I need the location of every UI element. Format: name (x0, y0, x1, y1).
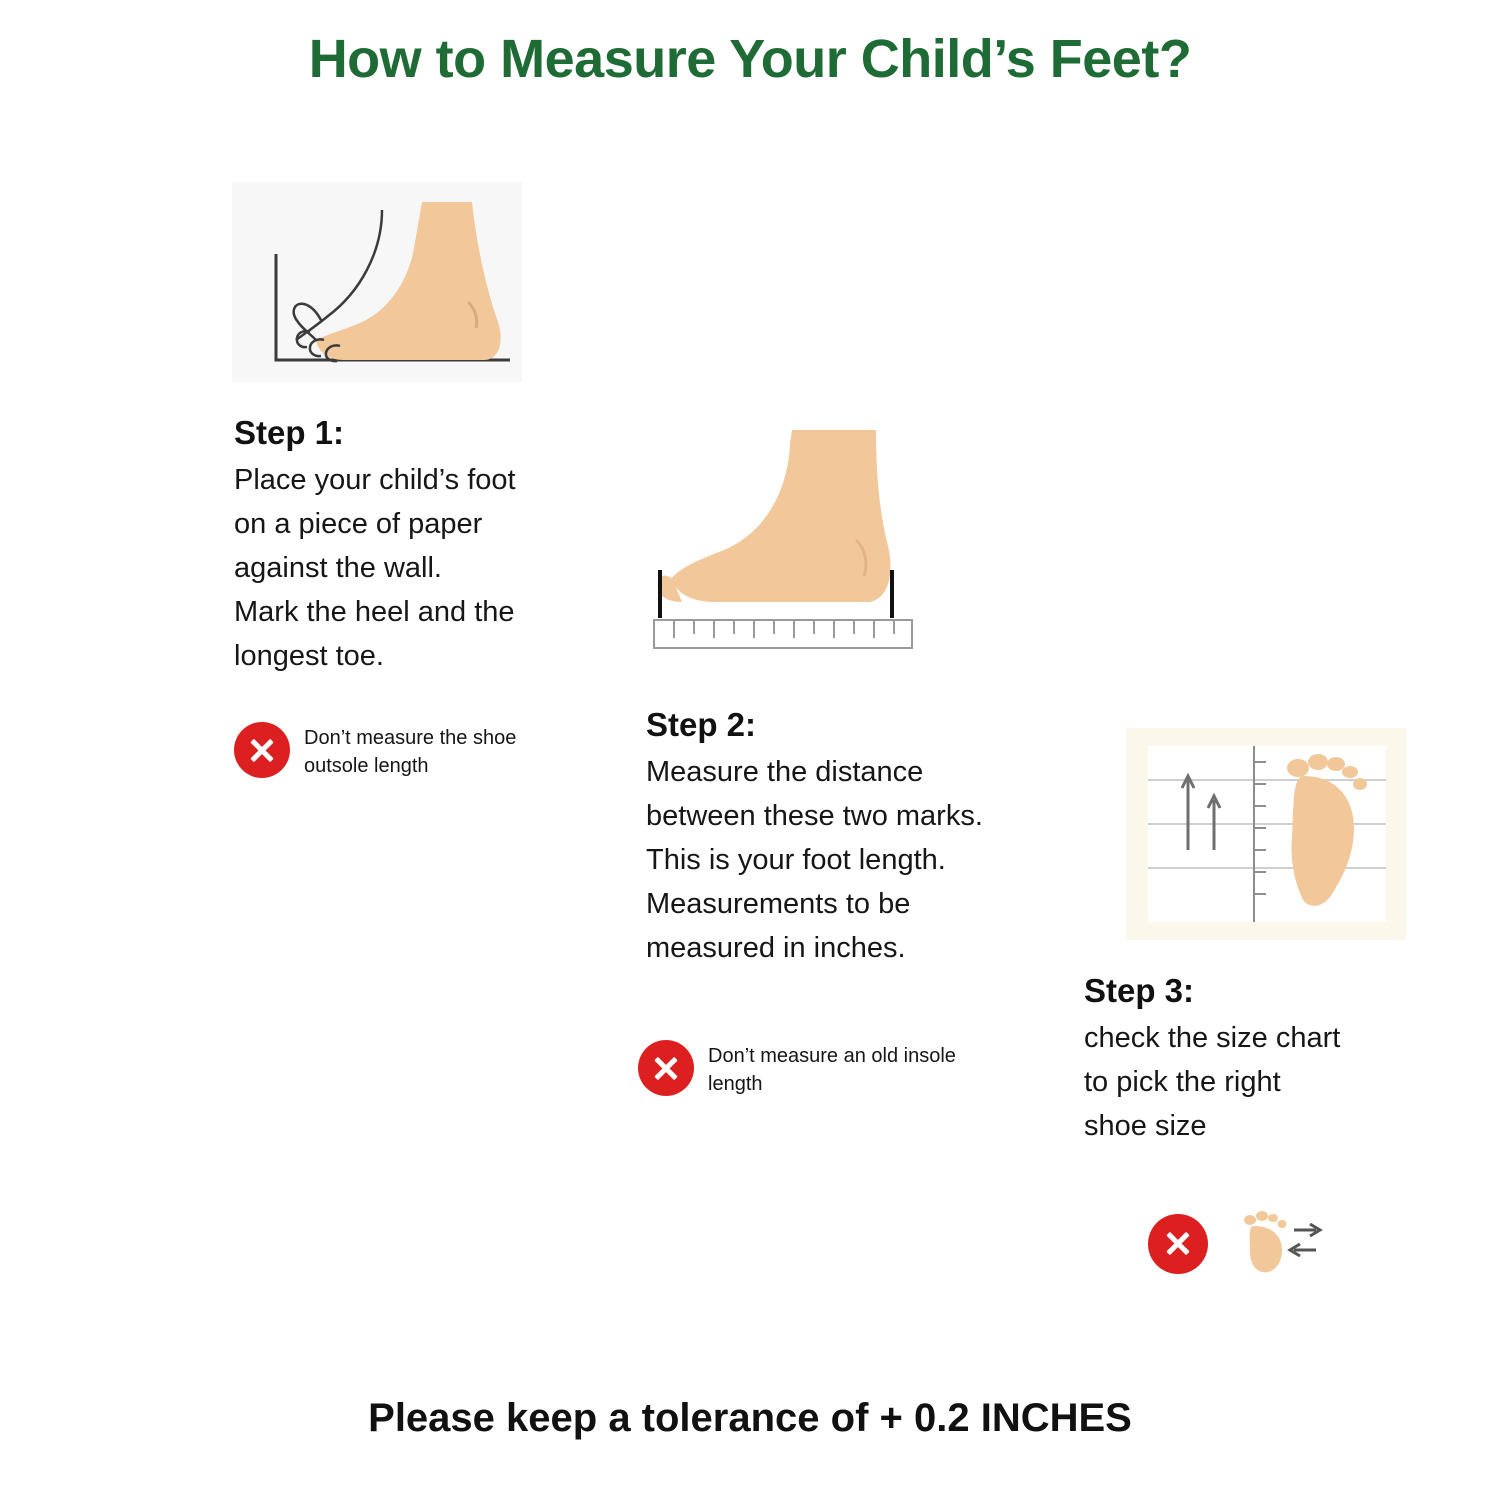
step-3-line-3: shoe size (1084, 1110, 1207, 1143)
foot-on-ruler-illustration (640, 422, 940, 662)
step-1-body (234, 458, 564, 678)
step-3-heading: Step 3: (1084, 972, 1195, 1009)
cross-icon (1148, 1214, 1208, 1274)
step-2-line-1: Measure the distance (646, 756, 924, 788)
step-3-line-2: to pick the right (1084, 1066, 1281, 1099)
step-2-body (646, 750, 1086, 970)
foot-against-wall-illustration (232, 182, 522, 382)
tolerance-note: Please keep a tolerance of + 0.2 INCHES (368, 1396, 1132, 1440)
footprint-measure-icon (1224, 1206, 1334, 1281)
step-3-warning (1148, 1206, 1408, 1281)
step-1-line-2: on a piece of paper (234, 508, 483, 541)
step-1-line-4: Mark the heel and the (234, 596, 515, 629)
cross-icon (234, 722, 290, 778)
step-1-heading: Step 1: (234, 414, 345, 451)
step-2-warning (638, 1040, 968, 1098)
step-1-line-1: Place your child’s foot (234, 464, 516, 496)
step-2-line-3: This is your foot length. (646, 844, 946, 877)
step-3-body (1084, 1016, 1424, 1148)
step-1-text-block (234, 414, 564, 678)
step-1-warning (234, 722, 554, 780)
step-3-text-block (1084, 972, 1424, 1148)
page-title: How to Measure Your Child’s Feet? (308, 29, 1192, 89)
step-2-heading: Step 2: (646, 706, 757, 743)
step-2-warning-text: Don’t measure an old insole length (708, 1045, 956, 1095)
step-2-text-block (646, 706, 1086, 970)
step-2-line-2: between these two marks. (646, 800, 983, 833)
step-1-line-5: longest toe. (234, 640, 384, 673)
cross-icon (638, 1040, 694, 1096)
step-1-line-3: against the wall. (234, 552, 442, 585)
footprint-on-chart-illustration (1126, 728, 1406, 940)
step-2-line-5: measured in inches. (646, 932, 906, 965)
step-3-line-1: check the size chart (1084, 1022, 1341, 1054)
step-1-warning-text: Don’t measure the shoe outsole length (304, 727, 517, 777)
step-2-line-4: Measurements to be (646, 888, 911, 921)
